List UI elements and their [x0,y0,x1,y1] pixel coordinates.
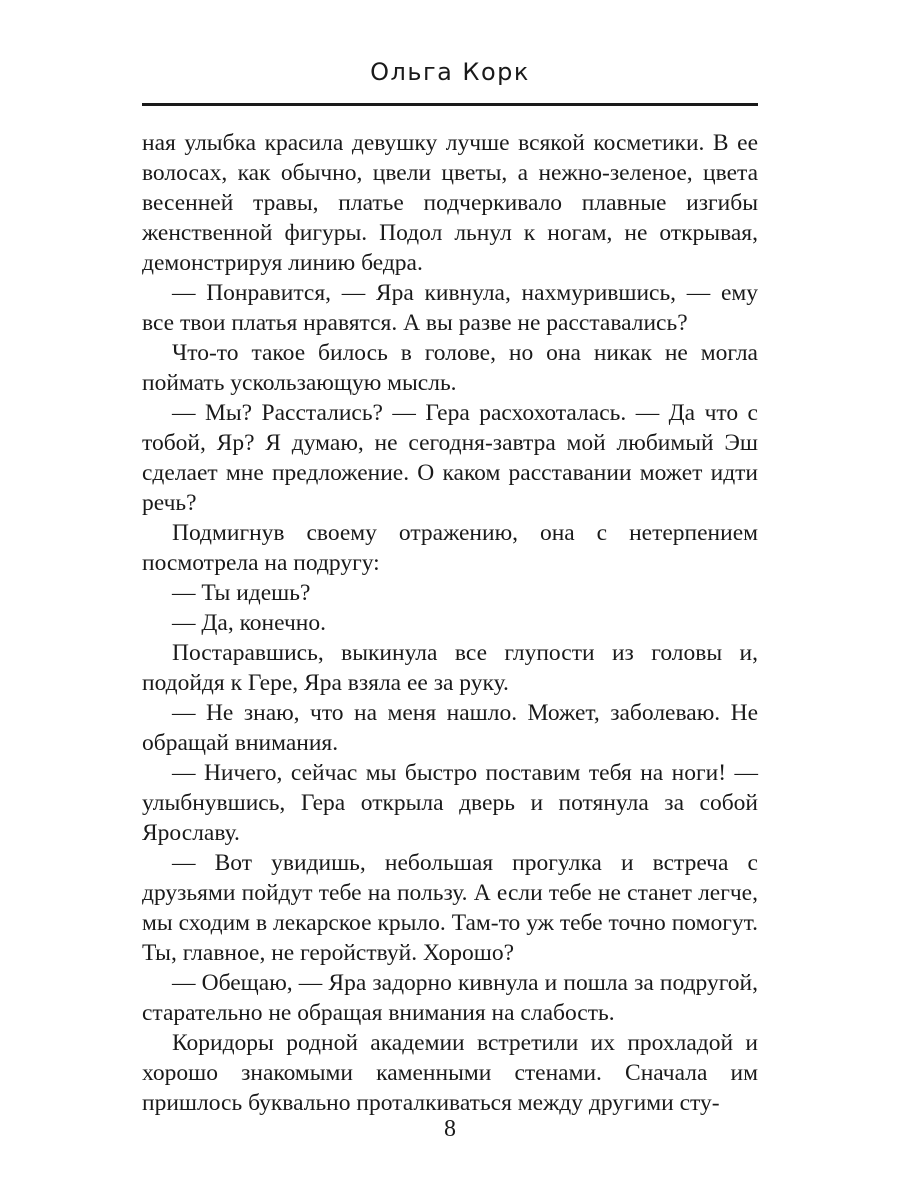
running-head-author: Ольга Корк [370,58,530,86]
paragraph: — Ничего, сейчас мы быстро поставим тебя на ноги! — улыбнувшись, Гера открыла дверь и потянула за собой Ярославу. [142,760,758,846]
paragraph: Постаравшись, выкинула все глупости из головы и, подойдя к Гере, Яра взяла ее за руку. [142,640,758,696]
paragraph: — Ты идешь? [172,580,311,606]
paragraph: — Вот увидишь, небольшая прогулка и встреча с друзьями пойдут тебе на пользу. А если тебе не станет легче, мы сходим в лекарское крыло. Там-то уж тебе точно помогут. Ты, главное, не геройствуй. Хорошо? [142,850,758,966]
paragraph: — Обещаю, — Яра задорно кивнула и пошла за подругой, старательно не обращая внимания на слабость. [142,970,758,1026]
paragraph: — Понравится, — Яра кивнула, нахмурившись, — ему все твои платья нравятся. А вы разве не расставались? [142,280,758,336]
paragraph: — Не знаю, что на меня нашло. Может, заболеваю. Не обращай внимания. [142,700,758,756]
paragraph: — Мы? Расстались? — Гера расхохоталась. — Да что с тобой, Яр? Я думаю, не сегодня-завтра мой любимый Эш сделает мне предложение. О каком расставании может идти речь? [142,400,758,516]
body-text [142,128,758,1118]
header-rule [142,103,758,106]
paragraph: — Да, конечно. [172,610,327,636]
paragraph: ная улыбка красила девушку лучше всякой косметики. В ее волосах, как обычно, цвели цветы, а нежно-зеленое, цвета весенней травы, платье подчеркивало плавные изгибы женственной фигуры. Подол льнул к ногам, не открывая, демонстрируя линию бедра. [142,130,758,276]
paragraph: Подмигнув своему отражению, она с нетерпением посмотрела на подругу: [142,520,758,576]
paragraph: Что-то такое билось в голове, но она никак не могла поймать ускользающую мысль. [142,340,758,396]
paragraph: Коридоры родной академии встретили их прохладой и хорошо знакомыми каменными стенами. Сначала им пришлось буквально проталкиваться между другими сту- [142,1030,758,1116]
page-number: 8 [444,1116,456,1142]
